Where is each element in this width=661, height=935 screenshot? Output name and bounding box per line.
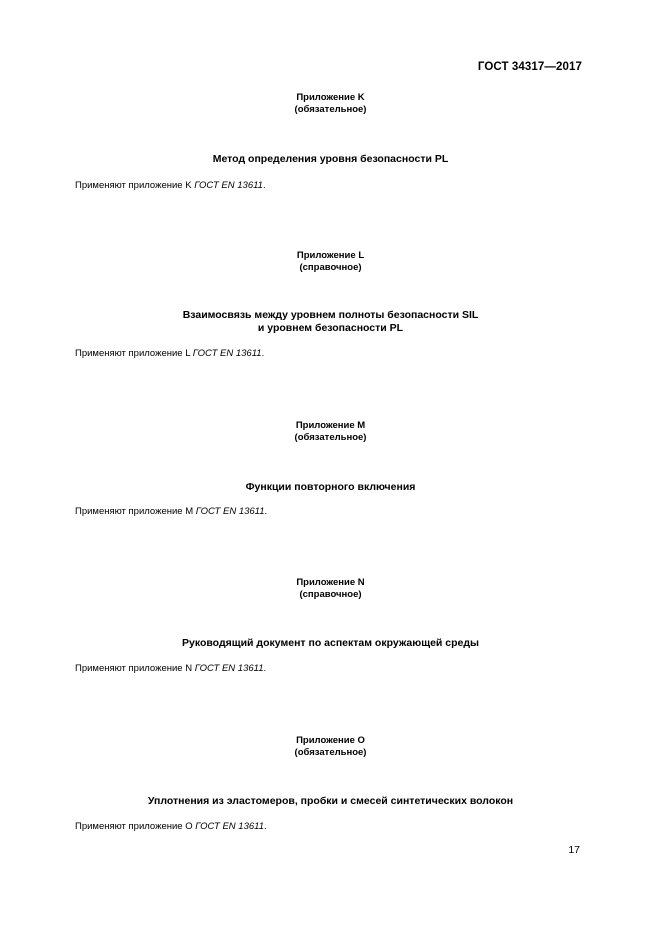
annex-label: Приложение K [296, 92, 365, 103]
annex-body-suffix: . [261, 348, 265, 359]
annex-title-line: Руководящий документ по аспектам окружающей среды [181, 637, 480, 649]
annex-title-line: Функции повторного включения [245, 481, 416, 493]
standard-reference: ГОСТ EN 13611 [192, 348, 262, 359]
annex-status: (обязательное) [294, 432, 367, 443]
annex-status: (справочное) [299, 262, 362, 273]
standard-reference: ГОСТ EN 13611 [194, 180, 263, 191]
annex-label: Приложение N [296, 577, 365, 588]
annex-title-line: Метод определения уровня безопасности PL [212, 153, 449, 165]
annex-title-line: Взаимосвязь между уровнем полноты безопасности SIL [182, 309, 479, 321]
standard-reference: ГОСТ EN 13611 [195, 821, 265, 832]
annex-body-suffix: . [264, 821, 267, 832]
annex-body [75, 506, 267, 517]
annex-body-text: Применяют приложение O [75, 821, 196, 832]
annex-body-text: Применяют приложение M [75, 506, 196, 517]
annex-title [0, 637, 661, 650]
annex-status: (справочное) [299, 589, 362, 600]
annex-body-text: Применяют приложение L [75, 348, 193, 359]
annex-body [75, 180, 266, 191]
annex-label: Приложение M [295, 420, 366, 431]
annex-title-line: Уплотнения из эластомеров, пробки и смесей синтетических волокон [147, 795, 514, 807]
page-number: 17 [568, 844, 580, 856]
annex-body [75, 821, 267, 832]
document-header: ГОСТ 34317—2017 [477, 61, 582, 73]
standard-reference: ГОСТ EN 13611 [195, 506, 265, 517]
annex-body [75, 663, 266, 674]
annex-body-text: Применяют приложение N [75, 663, 195, 674]
annex-label: Приложение L [296, 250, 365, 261]
annex-body [75, 348, 264, 359]
annex-title [0, 309, 661, 335]
standard-reference: ГОСТ EN 13611 [194, 663, 264, 674]
annex-body-suffix: . [264, 506, 268, 517]
annex-title [0, 795, 661, 808]
annex-label: Приложение O [296, 735, 365, 746]
annex-title [0, 481, 661, 494]
annex-body-suffix: . [263, 663, 267, 674]
annex-title [0, 153, 661, 166]
annex-body-suffix: . [262, 180, 266, 191]
annex-body-text: Применяют приложение K [75, 180, 195, 191]
annex-title-line: и уровнем безопасности PL [257, 322, 404, 334]
annex-status: (обязательное) [294, 747, 367, 758]
annex-status: (обязательное) [294, 104, 367, 115]
